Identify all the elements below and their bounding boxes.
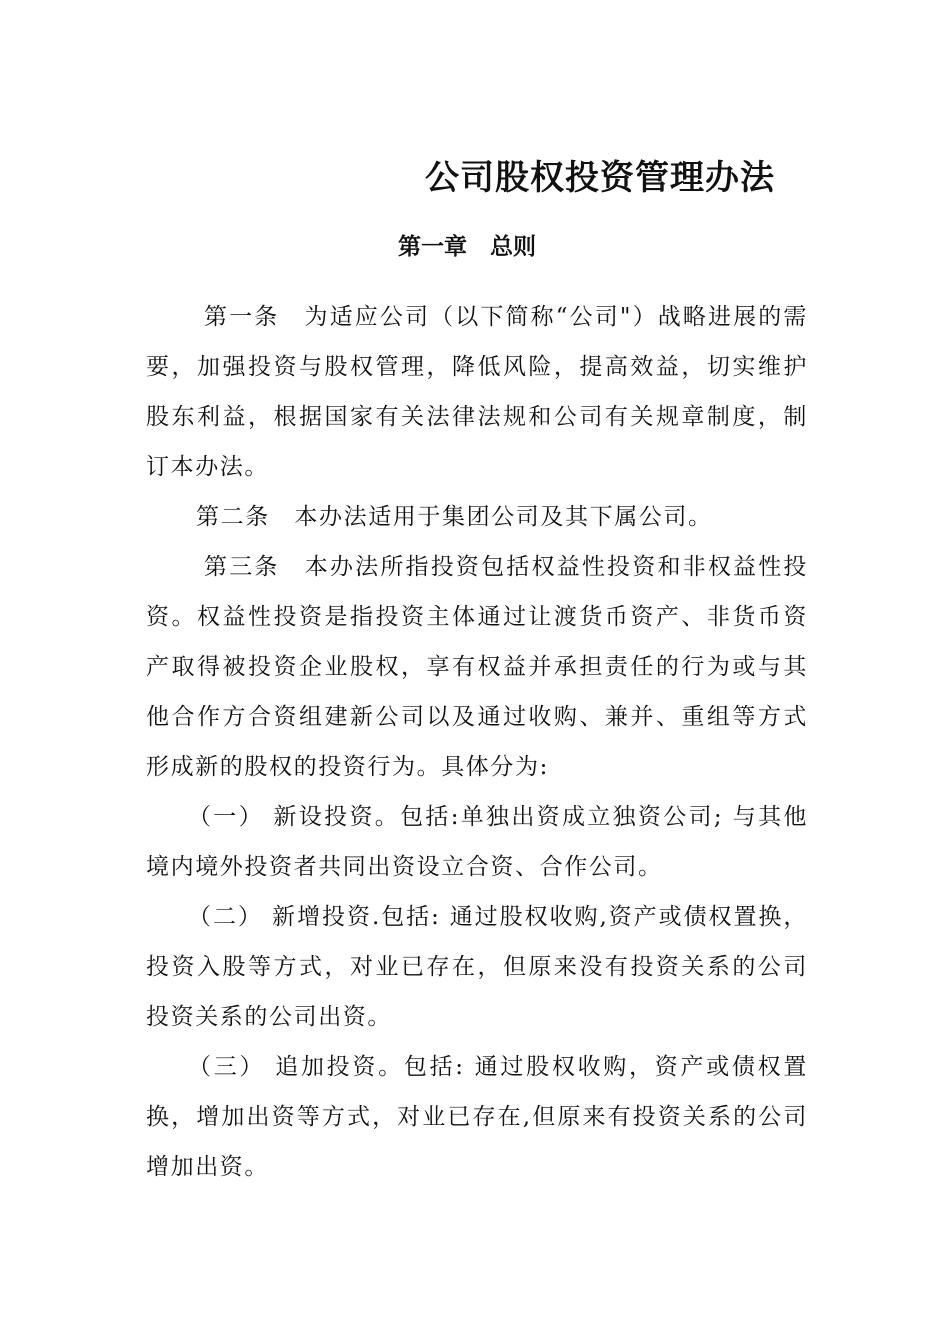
clause-1-text: 新设投资。包括:单独出资成立独资公司; 与其他境内境外投资者共同出资设立合资、合作公司。 [146, 804, 809, 880]
clause-2-label: （二） [188, 904, 273, 930]
document-title: 公司股权投资管理办法 [425, 158, 775, 198]
article-2 [146, 492, 808, 542]
document-body [146, 292, 808, 1192]
article-3 [146, 542, 808, 792]
clause-3-text: 追加投资。包括: 通过股权收购，资产或债权置换，增加出资等方式，对业已存在,但原来有投资关系的公司增加出资。 [146, 1054, 808, 1180]
article-2-label: 第二条 [196, 504, 295, 530]
clause-3 [146, 1042, 808, 1192]
article-1 [146, 292, 808, 492]
article-1-label: 第一条 [204, 304, 305, 330]
article-1-text: 为适应公司（以下简称“公司"）战略进展的需要，加强投资与股权管理，降低风险，提高效益，切实维护股东利益，根据国家有关法律法规和公司有关规章制度，制订本办法。 [146, 304, 808, 480]
clause-2-text: 新增投资.包括: 通过股权收购,资产或债权置换，投资入股等方式，对业已存在，但原来没有投资关系的公司投资关系的公司出资。 [146, 904, 808, 1030]
clause-1-label: （一） [188, 804, 274, 830]
article-2-text: 本办法适用于集团公司及其下属公司。 [294, 504, 713, 530]
clause-2 [146, 892, 808, 1042]
article-3-label: 第三条 [204, 554, 305, 580]
clause-1 [146, 792, 808, 892]
article-3-text: 本办法所指投资包括权益性投资和非权益性投资。权益性投资是指投资主体通过让渡货币资产、非货币资产取得被投资企业股权，享有权益并承担责任的行为或与其他合作方合资组建新公司以及通过收购、兼并、重组等方式形成新的股权的投资行为。具体分为: [146, 554, 808, 780]
clause-3-label: （三） [188, 1054, 276, 1080]
chapter-heading: 第一章 总则 [398, 233, 536, 260]
